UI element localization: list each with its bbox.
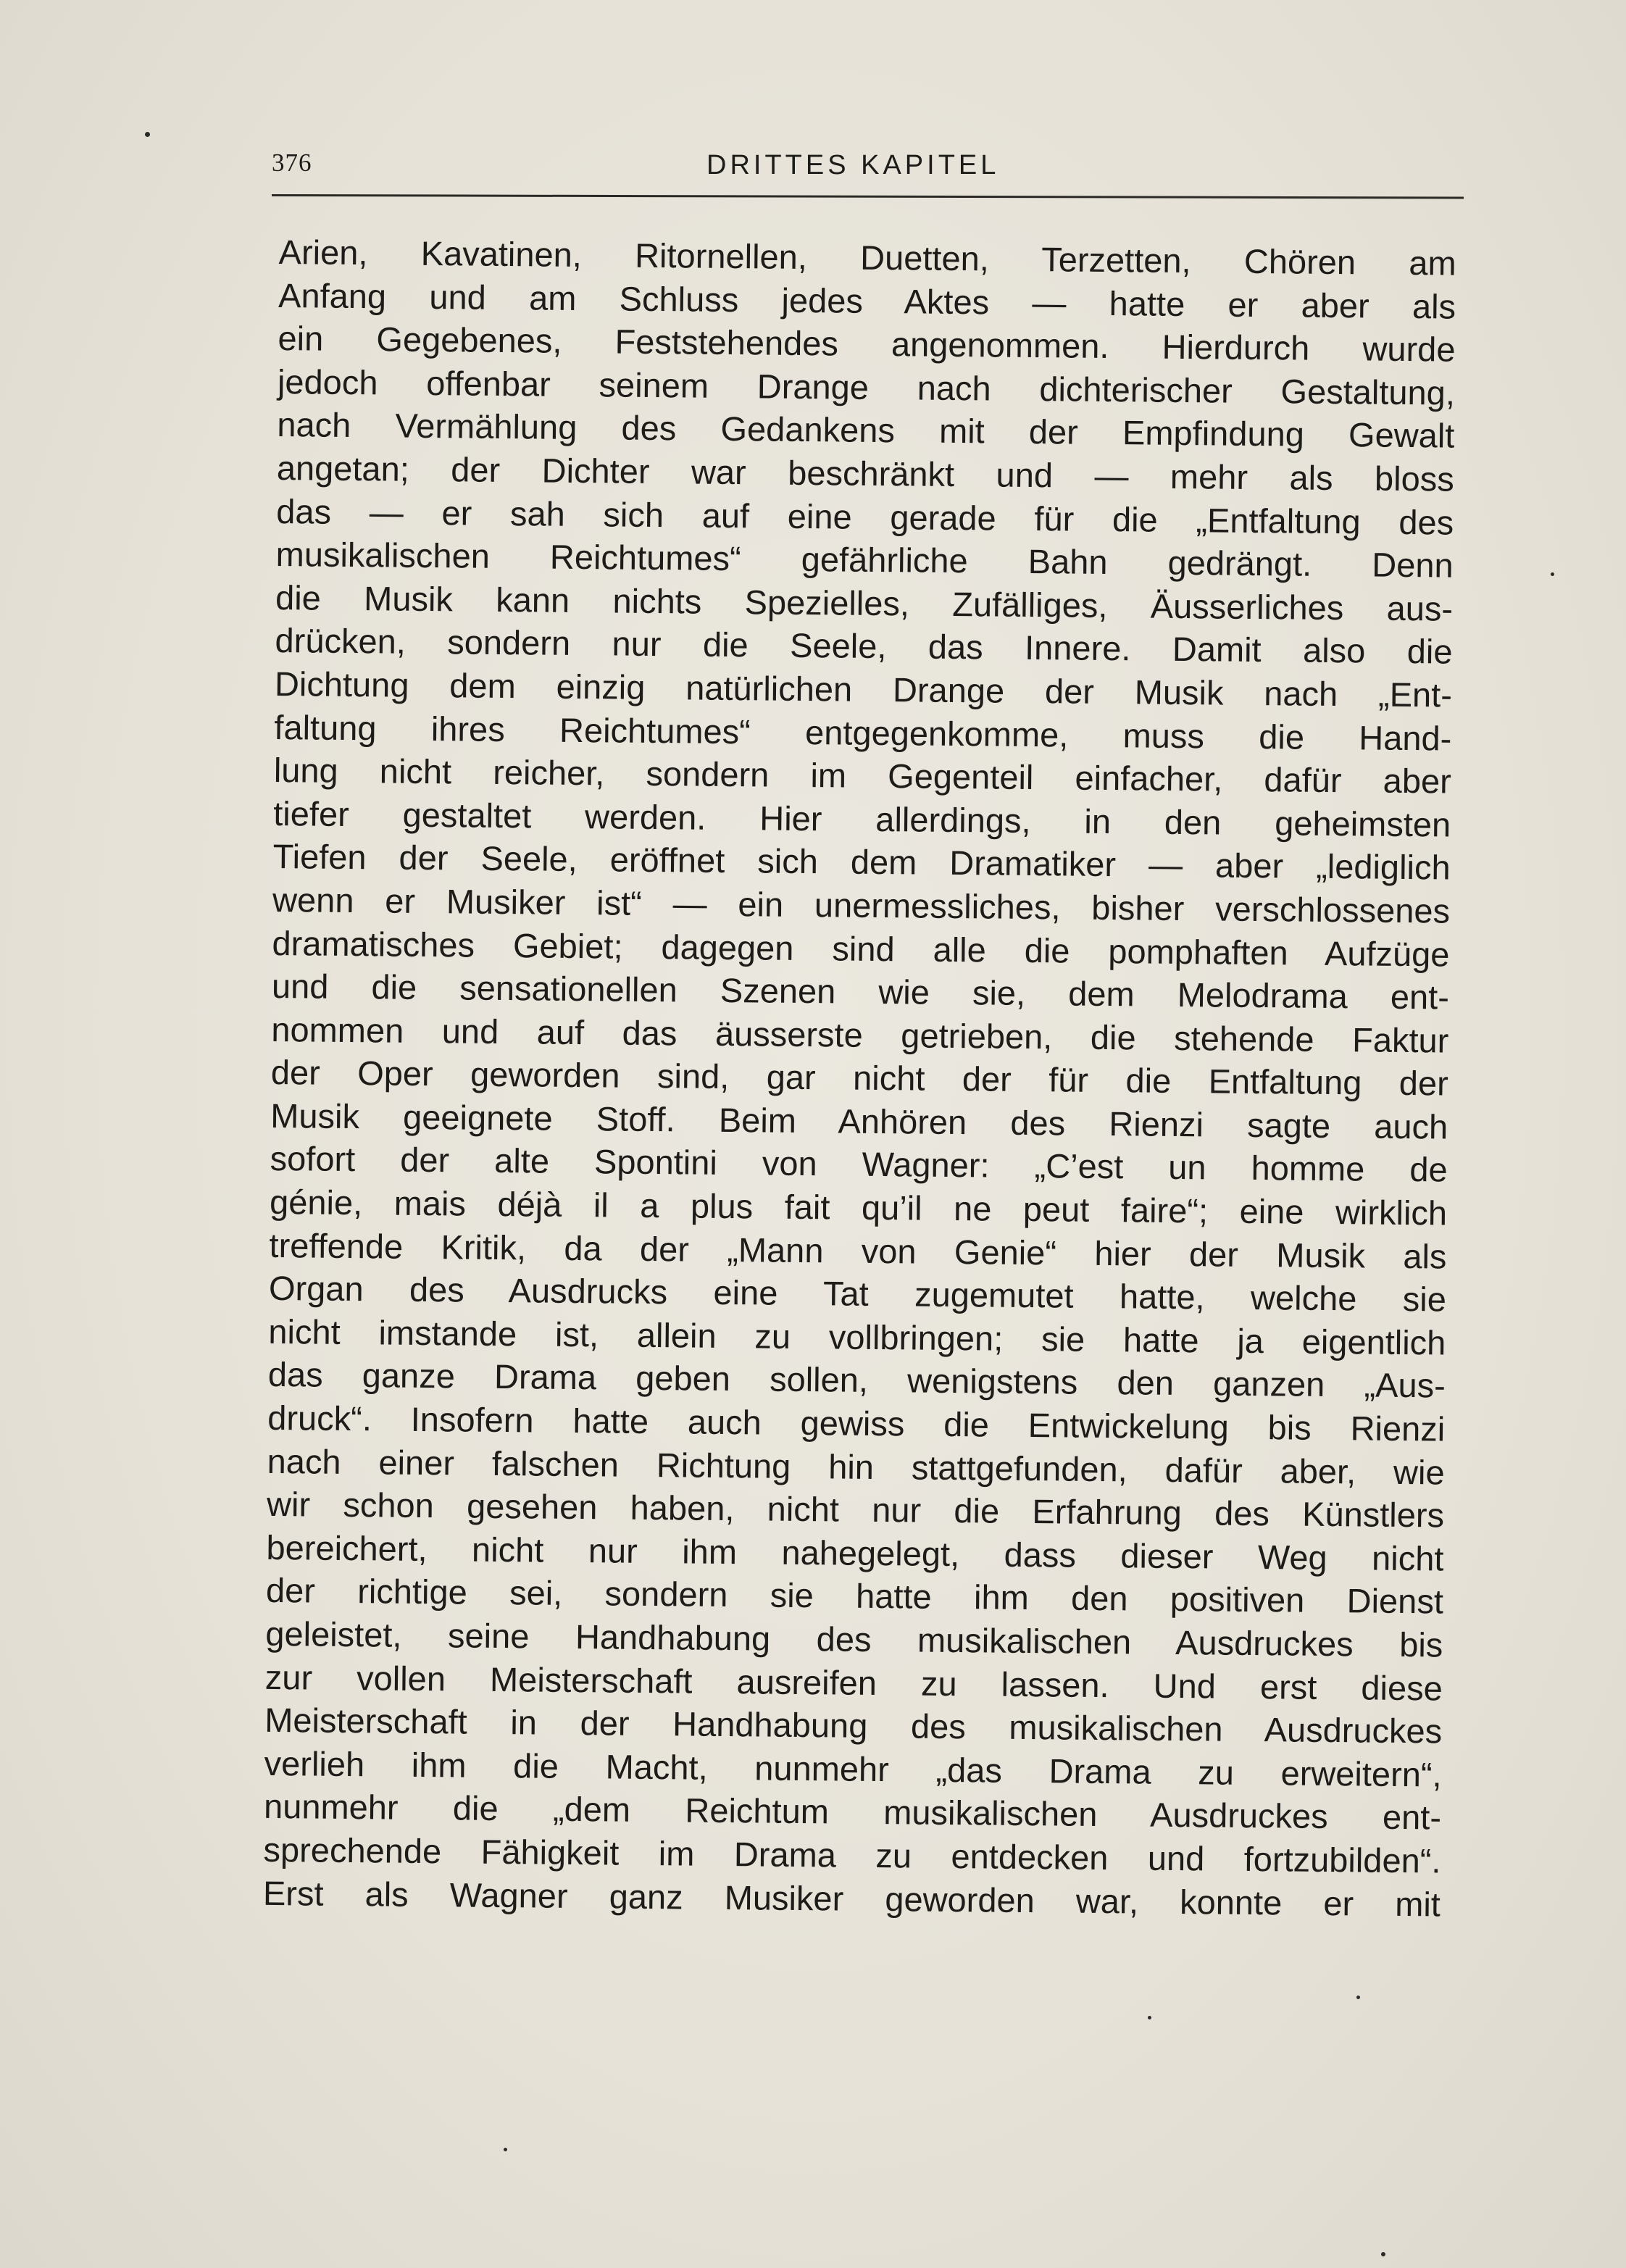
header-rule	[272, 194, 1464, 199]
text-line: treffende Kritik, da der „Mann von Genie“ hier der Musik als	[269, 1225, 1447, 1276]
text-line: tiefer gestaltet werden. Hier allerdings, in den geheimsten	[273, 793, 1451, 844]
text-line: angetan; der Dichter war beschränkt und — mehr als bloss	[276, 448, 1455, 499]
text-line: und die sensationellen Szenen wie sie, dem Melodrama ent-	[271, 967, 1450, 1017]
text-line: nicht imstande ist, allein zu vollbringen; sie hatte ja eigentlich	[268, 1312, 1446, 1362]
text-line: nunmehr die „dem Reichtum musikalischen Ausdruckes ent-	[263, 1787, 1442, 1837]
text-line: génie, mais déjà il a plus fait qu’il ne peut faire“; eine wirklich	[269, 1183, 1448, 1233]
body-text	[263, 230, 1456, 1926]
text-line: lung nicht reicher, sondern im Gegenteil einfacher, dafür aber	[273, 751, 1452, 801]
text-line: Dichtung dem einzig natürlichen Drange der Musik nach „Ent-	[274, 664, 1453, 714]
text-line: bereichert, nicht nur ihm nahegelegt, dass dieser Weg nicht	[266, 1527, 1444, 1578]
text-line: verlieh ihm die Macht, nunmehr „das Drama zu erweitern“,	[264, 1743, 1442, 1794]
paper-speck	[504, 2148, 507, 2151]
text-line: musikalischen Reichtumes“ gefährliche Bahn gedrängt. Denn	[275, 535, 1454, 585]
text-line: Tiefen der Seele, eröffnet sich dem Dramatiker — aber „lediglich	[272, 837, 1451, 887]
text-line: zur vollen Meisterschaft ausreifen zu lassen. Und erst diese	[264, 1657, 1443, 1708]
paper-speck	[1551, 572, 1554, 576]
paper-speck	[1356, 1996, 1360, 1999]
text-line: Musik geeignete Stoff. Beim Anhören des Rienzi sagte auch	[270, 1096, 1448, 1146]
text-line: Arien, Kavatinen, Ritornellen, Duetten, Terzetten, Chören am	[278, 232, 1456, 283]
text-line: dramatisches Gebiet; dagegen sind alle die pomphaften Aufzüge	[272, 923, 1450, 974]
text-line: sprechende Fähigkeit im Drama zu entdecken und fortzubilden“.	[263, 1830, 1441, 1880]
paper-speck	[1148, 2016, 1151, 2019]
text-line: die Musik kann nichts Spezielles, Zufälliges, Äusserliches aus-	[275, 578, 1454, 628]
text-line: der richtige sei, sondern sie hatte ihm den positiven Dienst	[265, 1571, 1444, 1621]
text-line: Meisterschaft in der Handhabung des musikalischen Ausdruckes	[264, 1701, 1443, 1751]
text-line: wir schon gesehen haben, nicht nur die Erfahrung des Künstlers	[266, 1485, 1445, 1535]
text-line: geleistet, seine Handhabung des musikalischen Ausdruckes bis	[265, 1614, 1443, 1664]
text-line: drücken, sondern nur die Seele, das Innere. Damit also die	[275, 621, 1453, 671]
text-line: der Oper geworden sind, gar nicht der für die Entfaltung der	[270, 1053, 1449, 1103]
running-head: DRITTES KAPITEL	[706, 150, 1000, 180]
text-line: nommen und auf das äusserste getrieben, die stehende Faktur	[271, 1009, 1449, 1060]
text-line: sofort der alte Spontini von Wagner: „C’est un homme de	[270, 1139, 1448, 1190]
text-line: ein Gegebenes, Feststehendes angenommen. Hierdurch wurde	[278, 319, 1456, 369]
text-line: faltung ihres Reichtumes“ entgegenkomme, muss die Hand-	[274, 707, 1452, 758]
text-line: Organ des Ausdrucks eine Tat zugemutet hatte, welche sie	[268, 1269, 1447, 1319]
text-line: Erst als Wagner ganz Musiker geworden war, konnte er mit	[262, 1873, 1441, 1924]
text-line: Anfang und am Schluss jedes Aktes — hatte er aber als	[278, 275, 1456, 326]
text-line: nach Vermählung des Gedankens mit der Empfindung Gewalt	[277, 405, 1455, 455]
text-line: druck“. Insofern hatte auch gewiss die Entwickelung bis Rienzi	[267, 1398, 1446, 1448]
text-line: wenn er Musiker ist“ — ein unermessliches, bisher verschlossenes	[272, 880, 1451, 930]
text-line: das — er sah sich auf eine gerade für die „Entfaltung des	[276, 491, 1454, 542]
text-line: jedoch offenbar seinem Drange nach dichterischer Gestaltung,	[277, 362, 1456, 412]
text-line: das ganze Drama geben sollen, wenigstens den ganzen „Aus-	[267, 1355, 1446, 1405]
paper-speck	[1381, 2252, 1385, 2256]
page-header	[272, 149, 1464, 192]
page-number: 376	[272, 149, 312, 177]
paper-speck	[145, 132, 150, 137]
text-line: nach einer falschen Richtung hin stattgefunden, dafür aber, wie	[267, 1441, 1445, 1492]
